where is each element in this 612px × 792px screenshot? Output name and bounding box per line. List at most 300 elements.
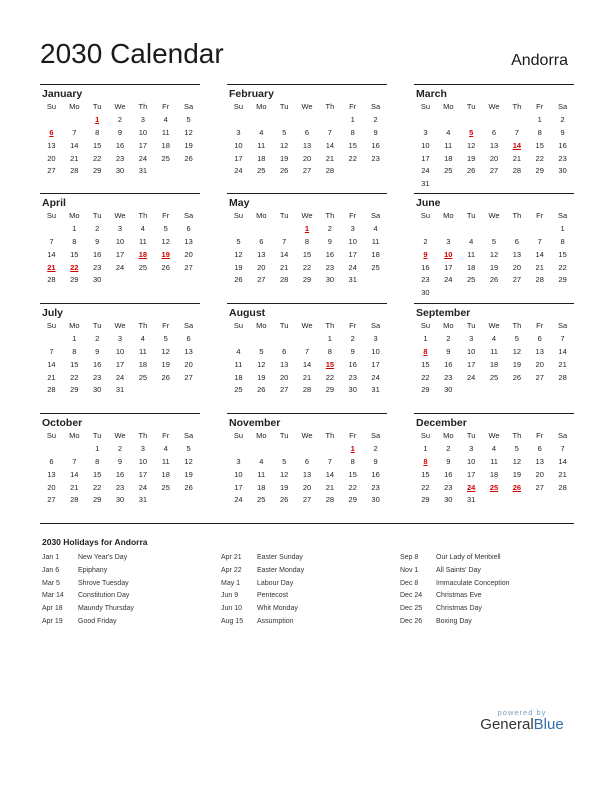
day-cell: 12: [489, 249, 499, 259]
day-cell: 25: [161, 153, 170, 163]
empty-cell: [414, 114, 437, 127]
day-cell: 31: [421, 179, 430, 189]
week-row: [414, 262, 574, 275]
day-cell: 30: [371, 495, 380, 505]
week-row: [227, 127, 387, 140]
weekday-label: We: [488, 431, 500, 440]
day-cell: 26: [161, 372, 170, 382]
day-cell: 9: [560, 127, 565, 137]
day-cell: 14: [558, 346, 567, 356]
day-cell: 20: [279, 372, 289, 382]
empty-cell: [483, 178, 506, 191]
day-cell: 6: [186, 333, 191, 343]
empty-cell: [131, 384, 154, 397]
month-april: [40, 193, 200, 287]
weekday-label: Sa: [370, 211, 381, 220]
day-cell: 12: [257, 359, 266, 369]
week-row: [40, 469, 200, 482]
month-september: [414, 303, 574, 397]
day-cell: 13: [302, 140, 312, 150]
holiday-day: 22: [70, 262, 79, 272]
brand-blue: Blue: [533, 716, 564, 733]
day-cell: 14: [47, 249, 56, 259]
weekday-label: Mo: [443, 321, 454, 330]
day-cell: 24: [115, 262, 125, 272]
holiday-day: 24: [466, 482, 476, 492]
weekday-label: Fr: [536, 102, 544, 111]
day-cell: 14: [302, 359, 312, 369]
holiday-date: Jan 6: [42, 566, 60, 574]
day-cell: 25: [138, 372, 148, 382]
day-cell: 13: [47, 469, 56, 479]
day-cell: 23: [444, 372, 453, 382]
day-cell: 2: [373, 114, 378, 124]
day-cell: 17: [371, 359, 380, 369]
day-cell: 19: [184, 140, 193, 150]
day-cell: 28: [325, 166, 335, 176]
empty-cell: [551, 178, 574, 191]
weekday-label: Su: [420, 102, 431, 111]
weekday-label: Fr: [349, 211, 357, 220]
weekday-label: Su: [46, 431, 57, 440]
day-cell: 22: [421, 482, 430, 492]
day-cell: 11: [444, 140, 453, 150]
empty-cell: [414, 223, 437, 236]
weekday-label: We: [488, 321, 500, 330]
day-cell: 13: [535, 346, 544, 356]
day-cell: 22: [558, 262, 567, 272]
day-cell: 1: [72, 223, 77, 233]
day-cell: 15: [421, 359, 430, 369]
day-cell: 5: [163, 223, 168, 233]
holiday-name: Epiphany: [78, 566, 108, 574]
day-cell: 21: [325, 153, 335, 163]
day-cell: 25: [161, 482, 170, 492]
empty-cell: [227, 223, 250, 236]
holiday-item: [42, 552, 134, 565]
empty-cell: [154, 165, 177, 178]
day-cell: 4: [259, 456, 264, 466]
empty-cell: [341, 165, 364, 178]
holiday-item: [221, 578, 304, 591]
day-cell: 15: [348, 469, 357, 479]
day-cell: 6: [537, 443, 542, 453]
empty-cell: [505, 223, 528, 236]
day-cell: 13: [184, 346, 193, 356]
day-cell: 23: [371, 153, 380, 163]
week-row: [40, 372, 200, 385]
weekday-label: Th: [512, 102, 522, 111]
day-cell: 18: [234, 372, 243, 382]
day-cell: 17: [234, 482, 243, 492]
day-cell: 24: [348, 262, 357, 272]
day-cell: 31: [138, 166, 148, 176]
weekday-label: Tu: [466, 211, 476, 220]
weekday-label: Fr: [536, 431, 544, 440]
day-cell: 23: [92, 262, 102, 272]
day-cell: 8: [560, 236, 565, 246]
day-cell: 14: [70, 140, 79, 150]
day-cell: 15: [421, 469, 430, 479]
day-cell: 11: [161, 127, 170, 137]
day-cell: 4: [140, 333, 145, 343]
holiday-name: Easter Sunday: [257, 554, 303, 561]
weekday-label: Sa: [557, 321, 568, 330]
day-cell: 23: [92, 372, 102, 382]
empty-cell: [63, 443, 86, 456]
day-cell: 11: [138, 236, 147, 246]
empty-cell: [40, 114, 63, 127]
day-cell: 1: [560, 223, 565, 233]
day-cell: 16: [371, 140, 380, 150]
day-cell: 1: [350, 114, 355, 124]
week-row: [414, 236, 574, 249]
day-cell: 21: [47, 372, 56, 382]
empty-cell: [505, 384, 528, 397]
week-row: [40, 494, 200, 507]
weekday-label: Th: [138, 102, 148, 111]
week-row: [40, 223, 200, 236]
empty-cell: [528, 494, 551, 507]
weekday-label: Tu: [279, 431, 289, 440]
day-cell: 1: [537, 114, 542, 124]
weekday-label: Tu: [466, 102, 476, 111]
weekday-label: Fr: [349, 431, 357, 440]
day-cell: 7: [72, 127, 77, 137]
weekday-label: Sa: [183, 211, 194, 220]
weekday-label: Su: [420, 211, 431, 220]
day-cell: 19: [489, 262, 499, 272]
day-cell: 2: [446, 333, 451, 343]
day-cell: 13: [47, 140, 56, 150]
day-cell: 29: [421, 495, 430, 505]
day-cell: 24: [234, 495, 243, 505]
week-row: [227, 114, 387, 127]
day-cell: 16: [348, 359, 357, 369]
day-cell: 29: [535, 166, 544, 176]
day-cell: 13: [535, 456, 544, 466]
week-row: [227, 482, 387, 495]
day-cell: 5: [282, 456, 287, 466]
day-cell: 18: [257, 482, 266, 492]
day-cell: 4: [491, 443, 497, 453]
weekday-label: Th: [325, 321, 335, 330]
month-name: June: [416, 197, 441, 209]
day-cell: 5: [186, 114, 191, 124]
day-cell: 3: [446, 236, 451, 246]
day-cell: 31: [138, 495, 148, 505]
holiday-day: 26: [512, 482, 522, 492]
day-cell: 15: [70, 359, 79, 369]
weekday-label: Th: [138, 321, 148, 330]
day-cell: 21: [302, 372, 312, 382]
day-cell: 8: [95, 456, 100, 466]
day-cell: 20: [489, 153, 499, 163]
day-cell: 28: [70, 495, 79, 505]
day-cell: 9: [327, 236, 332, 246]
day-cell: 22: [535, 153, 544, 163]
day-cell: 1: [423, 443, 428, 453]
week-row: [40, 274, 200, 287]
day-cell: 24: [138, 482, 148, 492]
day-cell: 6: [259, 236, 264, 246]
day-cell: 9: [95, 346, 100, 356]
day-cell: 3: [117, 333, 123, 343]
day-cell: 5: [236, 236, 241, 246]
empty-cell: [437, 114, 460, 127]
month-name: February: [229, 88, 274, 100]
holiday-day: 8: [423, 346, 428, 356]
empty-cell: [483, 494, 506, 507]
weekday-header: [227, 101, 387, 114]
holiday-item: [400, 552, 510, 565]
empty-cell: [177, 165, 200, 178]
empty-cell: [250, 333, 273, 346]
holiday-name: Labour Day: [257, 579, 294, 587]
day-cell: 27: [302, 495, 312, 505]
day-cell: 4: [469, 236, 474, 246]
day-cell: 5: [491, 236, 497, 246]
day-cell: 9: [350, 346, 355, 356]
holidays-title: 2030 Holidays for Andorra: [42, 537, 148, 547]
day-cell: 4: [236, 346, 241, 356]
empty-cell: [460, 384, 483, 397]
day-cell: 18: [489, 359, 499, 369]
month-february: [227, 84, 387, 178]
empty-cell: [177, 274, 200, 287]
holiday-day: 19: [161, 249, 170, 259]
day-cell: 9: [446, 346, 451, 356]
day-cell: 3: [423, 127, 428, 137]
weekday-label: Sa: [370, 431, 381, 440]
week-row: [40, 114, 200, 127]
day-cell: 19: [279, 153, 289, 163]
day-cell: 9: [446, 456, 451, 466]
day-cell: 13: [302, 469, 312, 479]
day-cell: 17: [115, 249, 125, 259]
empty-cell: [551, 384, 574, 397]
day-cell: 17: [138, 469, 148, 479]
day-cell: 23: [371, 482, 380, 492]
day-cell: 23: [348, 372, 357, 382]
weekday-header: [40, 101, 200, 114]
day-cell: 21: [70, 153, 79, 163]
day-cell: 11: [257, 140, 266, 150]
empty-cell: [250, 443, 273, 456]
month-november: [227, 413, 387, 507]
week-row: [414, 346, 574, 359]
day-cell: 21: [535, 262, 544, 272]
holiday-date: May 1: [221, 579, 241, 587]
day-cell: 28: [558, 372, 567, 382]
empty-cell: [273, 223, 296, 236]
month-october: [40, 413, 200, 507]
holiday-item: [400, 590, 510, 603]
day-cell: 1: [423, 333, 428, 343]
weekday-label: Th: [512, 431, 522, 440]
empty-cell: [154, 274, 177, 287]
day-cell: 28: [70, 166, 79, 176]
day-cell: 10: [421, 140, 430, 150]
day-cell: 24: [115, 372, 125, 382]
weekday-label: Th: [138, 431, 148, 440]
day-cell: 6: [186, 223, 191, 233]
holiday-day: 15: [325, 359, 335, 369]
day-cell: 6: [514, 236, 519, 246]
day-cell: 17: [466, 359, 476, 369]
day-cell: 5: [163, 333, 168, 343]
empty-cell: [250, 223, 273, 236]
day-cell: 19: [234, 262, 243, 272]
day-cell: 20: [535, 359, 544, 369]
holiday-item: [400, 603, 510, 616]
week-row: [40, 153, 200, 166]
day-cell: 18: [444, 153, 453, 163]
day-cell: 7: [560, 443, 565, 453]
holiday-name: Boxing Day: [436, 617, 472, 625]
empty-cell: [131, 274, 154, 287]
holiday-item: [42, 578, 134, 591]
week-row: [414, 178, 574, 191]
weekday-label: Fr: [536, 211, 544, 220]
day-cell: 23: [421, 275, 430, 285]
holiday-item: [221, 565, 304, 578]
day-cell: 15: [92, 469, 102, 479]
week-row: [40, 482, 200, 495]
month-march: [414, 84, 574, 191]
week-row: [414, 443, 574, 456]
day-cell: 6: [491, 127, 497, 137]
day-cell: 20: [47, 153, 56, 163]
week-row: [227, 372, 387, 385]
week-row: [40, 262, 200, 275]
day-cell: 17: [421, 153, 430, 163]
holiday-day: 10: [444, 249, 453, 259]
month-july: [40, 303, 200, 397]
day-cell: 29: [421, 385, 430, 395]
holiday-item: [400, 565, 510, 578]
day-cell: 26: [161, 262, 170, 272]
day-cell: 29: [70, 385, 79, 395]
weekday-label: We: [301, 431, 313, 440]
month-name: May: [229, 197, 250, 209]
weekday-label: We: [114, 321, 126, 330]
day-cell: 9: [117, 127, 123, 137]
holiday-name: Shrove Tuesday: [78, 579, 129, 587]
weekday-label: Th: [325, 431, 335, 440]
weekday-label: Fr: [349, 321, 357, 330]
week-row: [40, 443, 200, 456]
holiday-item: [221, 616, 304, 629]
day-cell: 2: [560, 114, 565, 124]
day-cell: 4: [446, 127, 451, 137]
day-cell: 16: [115, 469, 125, 479]
day-cell: 25: [371, 262, 380, 272]
day-cell: 17: [348, 249, 357, 259]
day-cell: 27: [47, 495, 56, 505]
holiday-name: Easter Monday: [257, 566, 305, 574]
empty-cell: [505, 178, 528, 191]
weekday-label: Mo: [256, 102, 267, 111]
week-row: [40, 456, 200, 469]
weekday-label: Sa: [557, 431, 568, 440]
day-cell: 21: [512, 153, 522, 163]
day-cell: 24: [421, 166, 430, 176]
weekday-label: We: [301, 102, 313, 111]
day-cell: 27: [184, 372, 193, 382]
day-cell: 20: [184, 359, 193, 369]
week-row: [227, 249, 387, 262]
week-row: [414, 372, 574, 385]
day-cell: 30: [115, 495, 125, 505]
week-row: [40, 165, 200, 178]
weekday-label: We: [114, 211, 126, 220]
day-cell: 26: [184, 482, 193, 492]
day-cell: 10: [138, 456, 148, 466]
month-name: January: [42, 88, 83, 100]
empty-cell: [227, 443, 250, 456]
day-cell: 19: [512, 469, 522, 479]
day-cell: 24: [466, 372, 476, 382]
empty-cell: [177, 384, 200, 397]
week-row: [227, 384, 387, 397]
holiday-day: 6: [49, 127, 54, 137]
day-cell: 13: [489, 140, 499, 150]
day-cell: 20: [302, 153, 312, 163]
day-cell: 11: [161, 456, 170, 466]
weekday-label: Fr: [349, 102, 357, 111]
empty-cell: [460, 223, 483, 236]
day-cell: 10: [466, 346, 476, 356]
day-cell: 19: [257, 372, 266, 382]
week-row: [414, 482, 574, 495]
empty-cell: [551, 494, 574, 507]
weekday-label: We: [488, 102, 500, 111]
empty-cell: [40, 443, 63, 456]
day-cell: 9: [373, 456, 378, 466]
week-row: [414, 333, 574, 346]
day-cell: 26: [234, 275, 243, 285]
empty-cell: [483, 384, 506, 397]
day-cell: 12: [184, 456, 193, 466]
weekday-label: Fr: [162, 431, 170, 440]
day-cell: 22: [92, 153, 102, 163]
day-cell: 15: [70, 249, 79, 259]
holiday-name: New Year's Day: [78, 554, 128, 561]
holiday-day: 8: [423, 456, 428, 466]
day-cell: 25: [257, 166, 266, 176]
week-row: [40, 359, 200, 372]
weekday-label: Su: [46, 321, 57, 330]
weekday-label: Th: [512, 321, 522, 330]
weekday-label: Tu: [279, 321, 289, 330]
day-cell: 25: [138, 262, 148, 272]
empty-cell: [528, 287, 551, 300]
day-cell: 26: [184, 153, 193, 163]
month-name: October: [42, 417, 83, 429]
weekday-label: Tu: [466, 431, 476, 440]
holiday-date: Dec 24: [400, 592, 423, 600]
day-cell: 23: [444, 482, 453, 492]
day-cell: 8: [327, 346, 332, 356]
day-cell: 3: [350, 223, 355, 233]
weekday-label: Mo: [256, 321, 267, 330]
day-cell: 5: [186, 443, 191, 453]
day-cell: 15: [348, 140, 357, 150]
day-cell: 20: [302, 482, 312, 492]
weekday-label: Tu: [92, 431, 102, 440]
day-cell: 14: [558, 456, 567, 466]
